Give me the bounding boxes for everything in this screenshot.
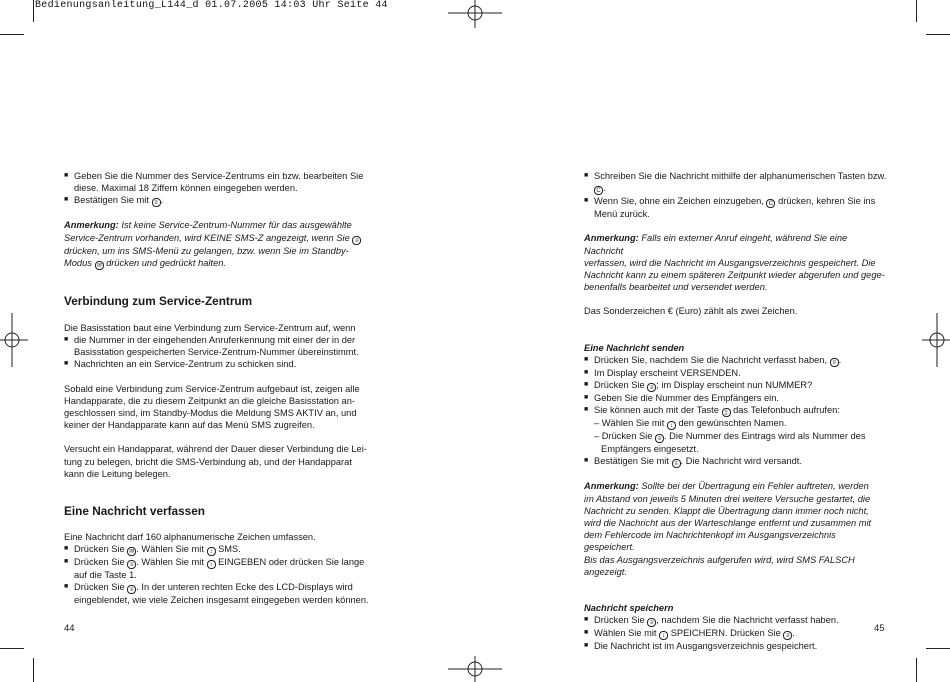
list-item bbox=[584, 614, 889, 627]
text: Drücken Sie bbox=[74, 544, 125, 555]
section-heading: Verbindung zum Service-Zentrum bbox=[64, 293, 253, 308]
text: Menü zurück. bbox=[594, 209, 650, 220]
text: . Die Nachricht wird versandt. bbox=[680, 456, 802, 467]
text: EINGEBEN oder drücken Sie lange bbox=[218, 557, 365, 568]
text: das Telefonbuch aufrufen: bbox=[733, 405, 840, 416]
list-item: ■ Nachrichten an ein Service-Zentrum zu schicken sind. bbox=[64, 358, 369, 370]
crop-mark bbox=[926, 34, 950, 35]
text: tung zu belegen, bricht die SMS-Verbindung ab, und der Handapparat bbox=[64, 456, 352, 467]
note-label: Anmerkung: bbox=[584, 481, 639, 492]
text: Basisstation gespeicherten Service-Zentrum-Nummer übereinstimmt. bbox=[74, 347, 359, 358]
menu-key-icon: ≡ bbox=[783, 631, 792, 640]
text: geschlossen sind, im Standby-Modus die Meldung SMS AKTIV an, und bbox=[64, 408, 357, 419]
text: Schreiben Sie die Nachricht mithilfe der alphanumerischen Tasten bzw. bbox=[594, 171, 887, 181]
list-item: ■ Schreiben Sie die Nachricht mithilfe der alphanumerischen Tasten bzw. C . bbox=[584, 170, 889, 195]
nav-key-icon: ↕ bbox=[667, 421, 676, 430]
text: kann die Leitung belegen. bbox=[64, 468, 171, 479]
text: Handapparate, die zu diesem Zeitpunkt an die gleiche Basisstation an- bbox=[64, 395, 355, 406]
list-item: ■ Wählen Sie mit ↕ SPEICHERN. Drücken Sie ≡ . bbox=[584, 627, 889, 640]
list-item: ■ Die Nachricht ist im Ausgangsverzeichnis gespeichert. bbox=[584, 640, 889, 652]
text: . In der unteren rechten Ecke des LCD-Displays wird bbox=[136, 582, 353, 593]
list-item: ■ Im Display erscheint VERSENDEN. bbox=[584, 367, 889, 379]
text: Bis das Ausgangsverzeichnis aufgerufen wird, wird SMS FALSCH angezeigt. bbox=[584, 554, 855, 577]
text: Falls ein externer Anruf eingeht, während Sie eine Nachricht bbox=[584, 233, 848, 256]
paragraph bbox=[64, 443, 369, 480]
note bbox=[584, 232, 889, 293]
text: Versucht ein Handapparat, während der Dauer dieser Verbindung die Lei- bbox=[64, 444, 367, 455]
text: – Wählen Sie mit bbox=[594, 418, 665, 429]
envelope-key-icon: ✉ bbox=[96, 262, 102, 269]
sub-item bbox=[584, 430, 889, 443]
list-item bbox=[64, 556, 369, 581]
note-label: Anmerkung: bbox=[64, 220, 119, 231]
crop-mark bbox=[33, 0, 34, 22]
text: verfassen, wird die Nachricht im Ausgangsverzeichnis gespeichert. Die bbox=[584, 257, 876, 268]
registration-mark-left bbox=[0, 313, 28, 367]
menu-key-icon: ≡ bbox=[647, 618, 656, 627]
text: benenfalls bearbeitet und versendet werden. bbox=[584, 282, 768, 293]
text: die Nummer in der eingehenden Anruferkennung mit einer der in der bbox=[74, 335, 356, 346]
menu-key-icon: ≡ bbox=[127, 560, 136, 569]
phonebook-key-icon: ▯ bbox=[722, 408, 731, 417]
text: Bestätigen Sie mit bbox=[594, 456, 669, 467]
text: Wählen Sie mit bbox=[594, 628, 657, 639]
list-item bbox=[584, 455, 889, 468]
list-item bbox=[584, 404, 889, 417]
nav-key-icon: ↕ bbox=[207, 560, 216, 569]
note bbox=[64, 219, 369, 269]
text: Sollte bei der Übertragung ein Fehler auftreten, werden bbox=[641, 481, 869, 492]
crop-mark bbox=[916, 658, 917, 682]
menu-key-icon: ≡ bbox=[830, 358, 839, 367]
section-heading: Eine Nachricht senden bbox=[584, 342, 685, 353]
list-item bbox=[584, 379, 889, 392]
menu-key-icon: ≡ bbox=[672, 459, 681, 468]
list-item bbox=[64, 334, 369, 358]
text: . Wählen Sie mit bbox=[136, 544, 204, 555]
text: Drücken Sie, nachdem Sie die Nachricht verfasst haben, bbox=[594, 354, 828, 365]
section-heading: Eine Nachricht verfassen bbox=[64, 504, 205, 519]
text: dem Fehlercode im Nachrichtenkopf im Ausgangsverzeichnis gespeichert. bbox=[584, 530, 836, 553]
text: Drücken Sie bbox=[74, 582, 125, 593]
text: Drücken Sie bbox=[74, 557, 125, 568]
text: auf die Taste 1. bbox=[74, 570, 137, 581]
envelope-key-icon: ✉ bbox=[129, 549, 135, 556]
text: Sie können auch mit der Taste bbox=[594, 405, 719, 416]
nav-key-icon: ↕ bbox=[659, 631, 668, 640]
text: Sobald eine Verbindung zum Service-Zentrum aufgebaut ist, zeigen alle bbox=[64, 383, 360, 394]
text: . Die Nummer des Eintrags wird als Nummer des bbox=[664, 431, 866, 442]
text: SPEICHERN. Drücken Sie bbox=[670, 628, 781, 639]
list-item: ■ Drücken Sie, nachdem Sie die Nachricht verfasst haben, ≡ . bbox=[584, 354, 889, 367]
page-number-right: 45 bbox=[874, 623, 885, 634]
clear-key-icon: C bbox=[594, 186, 603, 195]
note bbox=[584, 480, 889, 578]
clear-key-icon: C bbox=[766, 199, 775, 208]
print-header: Bedienungsanleitung_L144_d 01.07.2005 14:03 Uhr Seite 44 bbox=[35, 0, 388, 11]
registration-mark-bottom bbox=[448, 656, 502, 682]
text: drücken, kehren Sie ins bbox=[778, 196, 876, 207]
text: , nachdem Sie die Nachricht verfasst haben. bbox=[656, 615, 839, 626]
paragraph: Eine Nachricht darf 160 alphanumerische Zeichen umfassen. bbox=[64, 532, 316, 543]
page-number-left: 44 bbox=[64, 623, 75, 634]
list-item: ■ Geben Sie die Nummer des Empfängers ein. bbox=[584, 392, 889, 404]
crop-mark bbox=[33, 658, 34, 682]
menu-key-icon: ≡ bbox=[352, 236, 361, 245]
registration-mark-right bbox=[922, 313, 950, 367]
text: Nachricht zu senden. Klappt die Übertragung dann immer noch nicht, bbox=[584, 505, 869, 516]
text: Modus bbox=[64, 257, 92, 268]
text: Ist keine Service-Zentrum-Nummer für das ausgewählte bbox=[121, 220, 352, 231]
registration-mark-top bbox=[448, 0, 502, 28]
crop-mark bbox=[0, 648, 24, 649]
text: Drücken Sie bbox=[594, 380, 645, 391]
crop-mark bbox=[926, 648, 950, 649]
text: SMS. bbox=[218, 544, 241, 555]
list-item bbox=[64, 581, 369, 606]
sub-item bbox=[584, 417, 889, 430]
text: Geben Sie die Nummer des Service-Zentrums ein bzw. bearbeiten Sie bbox=[74, 171, 364, 181]
text: wird die Nachricht aus der Warteschlange entfernt und zusammen mit bbox=[584, 518, 872, 529]
crop-mark bbox=[0, 34, 24, 35]
menu-key-icon: ≡ bbox=[647, 383, 656, 392]
paragraph bbox=[64, 383, 369, 432]
list-item bbox=[584, 195, 889, 220]
paragraph: Die Basisstation baut eine Verbindung zum Service-Zentrum auf, wenn bbox=[64, 322, 356, 333]
text: Bestätigen Sie mit bbox=[74, 195, 149, 206]
text: Wenn Sie, ohne ein Zeichen einzugeben, bbox=[594, 196, 764, 207]
menu-key-icon: ≡ bbox=[127, 585, 136, 594]
note-label: Anmerkung: bbox=[584, 233, 639, 244]
text: diese. Maximal 18 Ziffern können eingegeben werden. bbox=[74, 183, 298, 194]
text: drücken, um ins SMS-Menü zu gelangen, bzw. wenn Sie im Standby- bbox=[64, 245, 349, 256]
text: im Abstand von jeweils 5 Minuten drei weitere Versuche gestartet, die bbox=[584, 493, 871, 504]
list-item bbox=[64, 170, 369, 194]
text: Drücken Sie bbox=[594, 615, 645, 626]
crop-mark bbox=[916, 0, 917, 22]
menu-key-icon: ≡ bbox=[655, 434, 664, 443]
menu-key-icon: ≡ bbox=[152, 198, 161, 207]
text: Nachricht kann zu einem späteren Zeitpunkt wieder abgerufen und gege- bbox=[584, 270, 885, 281]
section-heading: Nachricht speichern bbox=[584, 603, 674, 614]
text: Service-Zentrum vorhanden, wird KEINE SMS-Z angezeigt, wenn Sie bbox=[64, 232, 350, 243]
text: . Wählen Sie mit bbox=[136, 557, 204, 568]
text: den gewünschten Namen. bbox=[678, 418, 787, 429]
text: drücken und gedrückt halten. bbox=[106, 257, 226, 268]
nav-key-icon: ↕ bbox=[207, 547, 216, 556]
text: eingeblendet, wie viele Zeichen insgesamt eingegeben werden können. bbox=[74, 595, 369, 606]
paragraph: Das Sonderzeichen € (Euro) zählt als zwei Zeichen. bbox=[584, 306, 798, 317]
text: – Drücken Sie bbox=[594, 431, 653, 442]
left-column bbox=[64, 170, 369, 607]
text: ; im Display erscheint nun NUMMER? bbox=[656, 380, 813, 391]
list-item bbox=[64, 543, 369, 556]
text: keiner der Handapparate kann auf das Menü SMS zugreifen. bbox=[64, 420, 315, 431]
sub-item: Empfängers eingesetzt. bbox=[601, 444, 699, 455]
list-item: ■ Bestätigen Sie mit ≡ . bbox=[64, 194, 369, 207]
right-column bbox=[584, 170, 889, 652]
